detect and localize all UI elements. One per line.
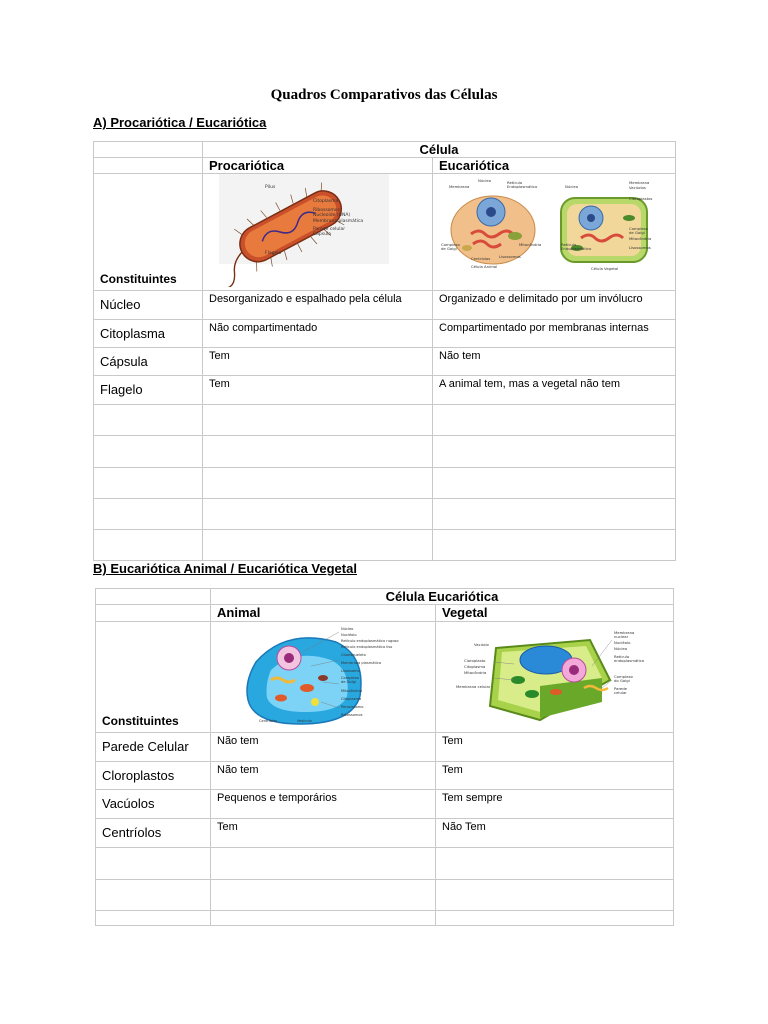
subheader-row bbox=[94, 158, 676, 174]
col-header-procariotica: Procariótica bbox=[203, 158, 433, 174]
svg-text:Citoplasma: Citoplasma bbox=[313, 199, 339, 204]
svg-text:de Golgi: de Golgi bbox=[629, 230, 645, 235]
svg-text:Nucléolo: Nucléolo bbox=[341, 633, 357, 637]
empty-cell bbox=[94, 499, 203, 530]
svg-text:Mitocôndria: Mitocôndria bbox=[341, 689, 363, 693]
plant-image-cell bbox=[436, 622, 674, 733]
group-header-celula-eucariotica: Célula Eucariótica bbox=[211, 589, 674, 605]
constituintes-label: Constituintes bbox=[94, 174, 203, 291]
cell-animal: Pequenos e temporários bbox=[211, 790, 436, 819]
svg-text:Centríolos: Centríolos bbox=[259, 719, 278, 723]
empty-cell bbox=[96, 848, 211, 880]
col-header-vegetal: Vegetal bbox=[436, 605, 674, 622]
table-procariotica-eucariotica bbox=[93, 141, 676, 561]
cell-procariotica: Não compartimentado bbox=[203, 320, 433, 348]
row-label: Citoplasma bbox=[94, 320, 203, 348]
empty-cell bbox=[203, 436, 433, 468]
table-row bbox=[94, 348, 676, 376]
svg-text:Ribossomos: Ribossomos bbox=[341, 713, 363, 717]
empty-cell bbox=[436, 911, 674, 926]
prokaryote-cell-illustration bbox=[203, 174, 433, 287]
svg-text:Vacúolo: Vacúolo bbox=[474, 642, 489, 647]
cell-procariotica: Desorganizado e espalhado pela célula bbox=[203, 291, 433, 320]
svg-text:Retículo endoplasmático rugoso: Retículo endoplasmático rugoso bbox=[341, 639, 399, 643]
row-label: Cápsula bbox=[94, 348, 203, 376]
empty-row bbox=[94, 468, 676, 499]
row-label: Centríolos bbox=[96, 819, 211, 848]
empty-cell bbox=[203, 468, 433, 499]
plant-cell-illustration bbox=[436, 622, 674, 729]
table-row bbox=[94, 376, 676, 405]
empty-cell bbox=[433, 405, 676, 436]
svg-text:Vacúolos: Vacúolos bbox=[629, 185, 646, 190]
image-row bbox=[94, 174, 676, 291]
svg-text:Flagelo: Flagelo bbox=[265, 251, 282, 256]
empty-cell bbox=[433, 436, 676, 468]
animal-cell-illustration bbox=[211, 622, 436, 729]
row-label: Vacúolos bbox=[96, 790, 211, 819]
svg-text:Complexo: Complexo bbox=[441, 242, 460, 247]
cell-eucariotica: A animal tem, mas a vegetal não tem bbox=[433, 376, 676, 405]
svg-text:de Golgi: de Golgi bbox=[441, 246, 457, 251]
empty-cell bbox=[436, 880, 674, 911]
svg-text:Cloroplasto: Cloroplasto bbox=[464, 658, 486, 663]
header-row bbox=[94, 142, 676, 158]
empty-row bbox=[94, 405, 676, 436]
svg-text:Lisossomos: Lisossomos bbox=[629, 245, 651, 250]
empty-cell bbox=[94, 405, 203, 436]
cell-vegetal: Tem bbox=[436, 762, 674, 790]
empty-cell bbox=[436, 848, 674, 880]
svg-text:Pilus: Pilus bbox=[265, 185, 276, 190]
svg-text:do Golgi: do Golgi bbox=[614, 678, 630, 683]
section-a-heading: A) Procariótica / Eucariótica bbox=[93, 115, 267, 130]
cell-animal: Não tem bbox=[211, 762, 436, 790]
svg-text:Nucléolo: Nucléolo bbox=[614, 640, 631, 645]
group-header-celula: Célula bbox=[203, 142, 676, 158]
row-label: Flagelo bbox=[94, 376, 203, 405]
empty-cell bbox=[94, 436, 203, 468]
constituintes-label: Constituintes bbox=[96, 622, 211, 733]
svg-text:Endoplasmático: Endoplasmático bbox=[507, 184, 538, 189]
svg-text:Membrana: Membrana bbox=[629, 180, 650, 185]
svg-text:Retículo: Retículo bbox=[614, 654, 630, 659]
row-label: Cloroplastos bbox=[96, 762, 211, 790]
eukaryote-image-cell bbox=[433, 174, 676, 291]
cell-animal: Não tem bbox=[211, 733, 436, 762]
svg-text:Cápsula: Cápsula bbox=[313, 232, 331, 237]
prokaryote-image-cell bbox=[203, 174, 433, 291]
empty-row bbox=[94, 530, 676, 561]
svg-text:Retículo endoplasmático liso: Retículo endoplasmático liso bbox=[341, 645, 393, 649]
cell-eucariotica: Organizado e delimitado por um invólucro bbox=[433, 291, 676, 320]
table-row bbox=[96, 733, 674, 762]
svg-text:Célula Vegetal: Célula Vegetal bbox=[591, 266, 619, 271]
svg-text:Célula Animal: Célula Animal bbox=[471, 264, 498, 269]
svg-text:Retículo: Retículo bbox=[561, 242, 577, 247]
header-row bbox=[96, 589, 674, 605]
svg-text:Membrana plasmática: Membrana plasmática bbox=[341, 661, 382, 665]
svg-text:Peroxissomo: Peroxissomo bbox=[341, 705, 364, 709]
svg-text:Endoplasmático: Endoplasmático bbox=[561, 246, 592, 251]
svg-text:Citoplasma: Citoplasma bbox=[464, 664, 486, 669]
svg-text:Núcleo: Núcleo bbox=[614, 646, 628, 651]
svg-text:Ribossomos: Ribossomos bbox=[313, 208, 340, 213]
empty-cell bbox=[96, 880, 211, 911]
svg-text:Mitocôndria: Mitocôndria bbox=[464, 670, 487, 675]
cell-vegetal: Não Tem bbox=[436, 819, 674, 848]
empty-cell bbox=[94, 530, 203, 561]
empty-row bbox=[96, 880, 674, 911]
row-label: Parede Celular bbox=[96, 733, 211, 762]
section-b-heading: B) Eucariótica Animal / Eucariótica Vegetal bbox=[93, 561, 357, 576]
empty-cell bbox=[203, 530, 433, 561]
svg-text:Membrana celular: Membrana celular bbox=[456, 684, 491, 689]
empty-row bbox=[94, 436, 676, 468]
svg-text:Lisossomo: Lisossomo bbox=[341, 669, 360, 673]
eukaryote-cells-illustration bbox=[433, 174, 676, 287]
table-row bbox=[96, 790, 674, 819]
col-header-animal: Animal bbox=[211, 605, 436, 622]
empty-cell bbox=[203, 499, 433, 530]
svg-text:Cloroplastos: Cloroplastos bbox=[629, 196, 653, 201]
col-header-eucariotica: Eucariótica bbox=[433, 158, 676, 174]
table-animal-vegetal bbox=[95, 588, 674, 926]
empty-cell bbox=[94, 468, 203, 499]
image-row bbox=[96, 622, 674, 733]
svg-text:endoplasmático: endoplasmático bbox=[614, 658, 645, 663]
cell-vegetal: Tem sempre bbox=[436, 790, 674, 819]
svg-text:Mitocôndria: Mitocôndria bbox=[519, 242, 542, 247]
cell-eucariotica: Não tem bbox=[433, 348, 676, 376]
empty-cell bbox=[94, 142, 203, 158]
empty-cell bbox=[211, 880, 436, 911]
subheader-row bbox=[96, 605, 674, 622]
svg-text:Centríolos: Centríolos bbox=[471, 256, 491, 261]
svg-text:Mitocôndria: Mitocôndria bbox=[629, 236, 652, 241]
empty-cell bbox=[96, 605, 211, 622]
svg-text:Parede celular: Parede celular bbox=[313, 227, 346, 232]
empty-cell bbox=[211, 848, 436, 880]
table-row bbox=[94, 320, 676, 348]
svg-text:Citoesqueleto: Citoesqueleto bbox=[341, 653, 366, 657]
svg-text:Membrana plasmática: Membrana plasmática bbox=[313, 219, 364, 224]
table-row bbox=[96, 819, 674, 848]
svg-text:Membrana: Membrana bbox=[449, 184, 470, 189]
svg-text:Núcleo: Núcleo bbox=[341, 627, 354, 631]
svg-text:Complexo: Complexo bbox=[341, 676, 359, 680]
svg-text:Núcleo: Núcleo bbox=[478, 178, 492, 183]
empty-cell bbox=[94, 158, 203, 174]
cell-animal: Tem bbox=[211, 819, 436, 848]
row-label: Núcleo bbox=[94, 291, 203, 320]
svg-text:Nucleoide (DNA): Nucleoide (DNA) bbox=[313, 213, 351, 218]
svg-text:nuclear: nuclear bbox=[614, 634, 629, 639]
svg-text:Citoplasma: Citoplasma bbox=[341, 697, 362, 701]
svg-text:Membrana: Membrana bbox=[614, 630, 635, 635]
empty-cell bbox=[433, 499, 676, 530]
svg-text:celular: celular bbox=[614, 690, 627, 695]
cell-procariotica: Tem bbox=[203, 376, 433, 405]
svg-text:Complexo: Complexo bbox=[614, 674, 633, 679]
svg-text:Lisossomos: Lisossomos bbox=[499, 254, 521, 259]
empty-cell bbox=[203, 405, 433, 436]
empty-row bbox=[94, 499, 676, 530]
cell-vegetal: Tem bbox=[436, 733, 674, 762]
empty-cell bbox=[211, 911, 436, 926]
empty-cell bbox=[433, 468, 676, 499]
svg-text:Retículo: Retículo bbox=[507, 180, 523, 185]
table-row bbox=[94, 291, 676, 320]
svg-text:Vesícula: Vesícula bbox=[297, 719, 312, 723]
empty-cell bbox=[96, 589, 211, 605]
svg-text:Parede: Parede bbox=[614, 686, 628, 691]
page-title: Quadros Comparativos das Células bbox=[270, 87, 498, 103]
svg-text:Complexo: Complexo bbox=[629, 226, 648, 231]
animal-image-cell bbox=[211, 622, 436, 733]
svg-text:Núcleo: Núcleo bbox=[565, 184, 579, 189]
cell-eucariotica: Compartimentado por membranas internas bbox=[433, 320, 676, 348]
empty-row bbox=[96, 848, 674, 880]
table-row bbox=[96, 762, 674, 790]
svg-text:de Golgi: de Golgi bbox=[341, 680, 356, 684]
empty-row bbox=[96, 911, 674, 926]
empty-cell bbox=[433, 530, 676, 561]
empty-cell bbox=[96, 911, 211, 926]
cell-procariotica: Tem bbox=[203, 348, 433, 376]
